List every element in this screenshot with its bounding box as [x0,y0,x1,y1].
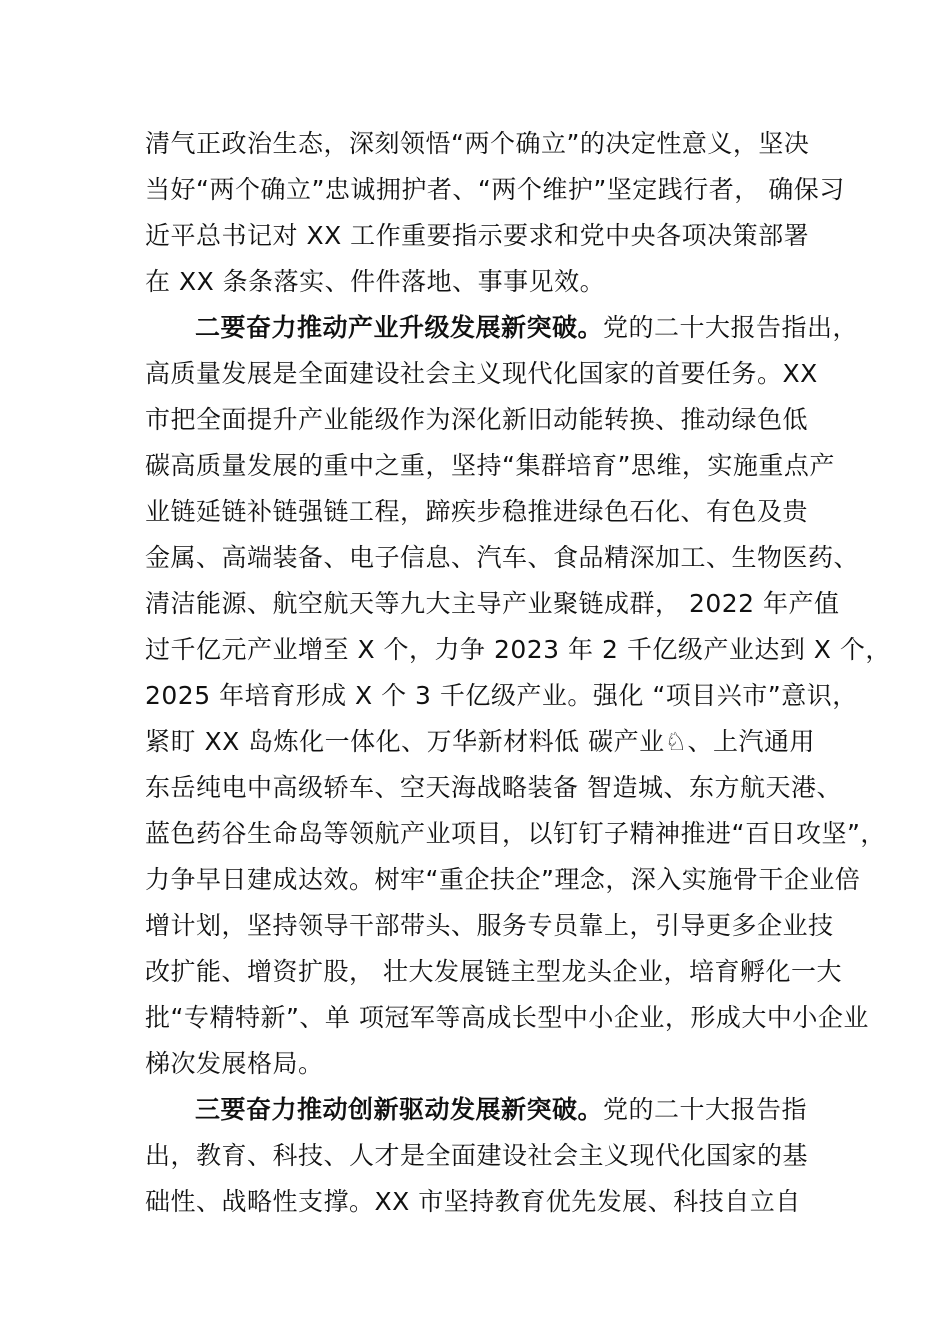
paragraph-1-line-3: 近平总书记对 XX 工作重要指示要求和党中央各项决策部署 [145,221,810,250]
paragraph-2-line: 紧盯 XX 岛炼化一体化、万华新材料低 碳产业♘、上汽通用 [145,727,816,756]
paragraph-2-line: 金属、高端装备、电子信息、汽车、食品精深加工、生物医药、 [145,543,860,572]
paragraph-2-first-line [195,305,858,351]
paragraph-3-first-line [195,1087,807,1133]
paragraph-2-line: 力争早日建成达效。树牢“重企扶企”理念，深入实施骨干企业倍 [145,865,861,894]
paragraph-2-heading: 二要奋力推动产业升级发展新突破。 [195,313,604,342]
paragraph-1-line-2: 当好“两个确立”忠诚拥护者、“两个维护”坚定践行者， 确保习 [145,175,845,204]
paragraph-1-line-4: 在 XX 条条落实、件件落地、事事见效。 [145,267,606,296]
paragraph-2-line: 碳高质量发展的重中之重，坚持“集群培育”思维，实施重点产 [145,451,835,480]
paragraph-2-line: 蓝色药谷生命岛等领航产业项目，以钉钉子精神推进“百日攻坚”， [145,819,886,848]
paragraph-1-line-1: 清气正政治生态，深刻领悟“两个确立”的决定性意义，坚决 [145,129,810,158]
paragraph-3-line: 础性、战略性支撑。XX 市坚持教育优先发展、科技自立自 [145,1187,801,1216]
paragraph-2-line: 增计划，坚持领导干部带头、服务专员靠上，引导更多企业技 [145,911,834,940]
paragraph-2-line: 业链延链补链强链工程，蹄疾步稳推进绿色石化、有色及贵 [145,497,809,526]
paragraph-2-line: 批“专精特新”、单 项冠军等高成长型中小企业，形成大中小企业 [145,1003,869,1032]
paragraph-2-line: 清洁能源、航空航天等九大主导产业聚链成群， 2022 年产值 [145,589,840,618]
paragraph-2-first-line-text: 党的二十大报告指出， [603,313,859,342]
paragraph-2-line: 2025 年培育形成 X 个 3 千亿级产业。强化 “项目兴市”意识， [145,681,858,710]
paragraph-3-first-line-text: 党的二十大报告指 [603,1095,808,1124]
paragraph-2-line: 东岳纯电中高级轿车、空天海战略装备 智造城、东方航天港、 [145,773,842,802]
paragraph-2-line: 过千亿元产业增至 X 个，力争 2023 年 2 千亿级产业达到 X 个， [145,635,891,664]
paragraph-2-line: 市把全面提升产业能级作为深化新旧动能转换、推动绿色低 [145,405,809,434]
paragraph-2-line: 改扩能、增资扩股， 壮大发展链主型龙头企业，培育孵化一大 [145,957,842,986]
paragraph-3-line: 出，教育、科技、人才是全面建设社会主义现代化国家的基 [145,1141,809,1170]
paragraph-2-line: 高质量发展是全面建设社会主义现代化国家的首要任务。XX [145,359,818,388]
paragraph-3-heading: 三要奋力推动创新驱动发展新突破。 [195,1095,604,1124]
paragraph-2-line: 梯次发展格局。 [145,1049,324,1078]
